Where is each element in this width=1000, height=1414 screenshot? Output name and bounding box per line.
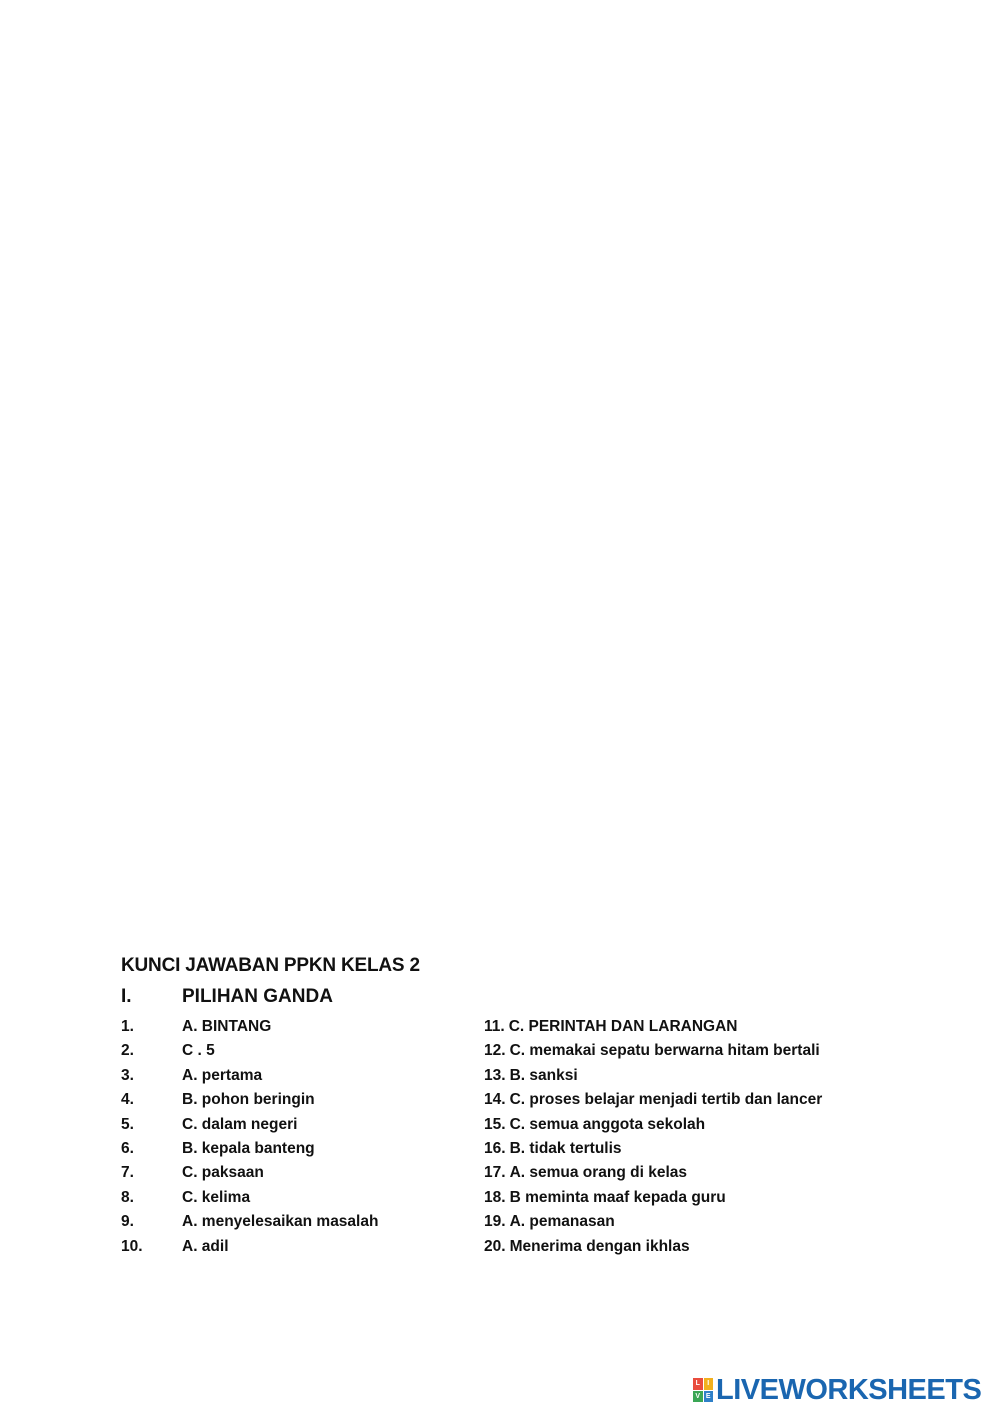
answer-row xyxy=(484,1235,822,1259)
answer-row xyxy=(121,1064,378,1088)
answer-number: 13. xyxy=(484,1066,506,1084)
answer-number: 17. xyxy=(484,1164,506,1182)
answer-row xyxy=(121,1161,378,1185)
logo-icon-letter: L xyxy=(693,1378,703,1390)
answer-number: 3. xyxy=(121,1066,134,1084)
answer-text: C. paksaan xyxy=(182,1164,264,1182)
answer-text: A. semua orang di kelas xyxy=(509,1164,688,1182)
logo-text: LIVEWORKSHEETS xyxy=(716,1373,982,1406)
answer-text: C . 5 xyxy=(182,1042,215,1060)
logo-icon-letter: I xyxy=(704,1378,714,1390)
answer-text: B. kepala banteng xyxy=(182,1139,315,1157)
answer-text: A. adil xyxy=(182,1237,229,1255)
answer-text: B. sanksi xyxy=(509,1066,578,1084)
section-title: PILIHAN GANDA xyxy=(182,986,333,1007)
answer-text: C. semua anggota sekolah xyxy=(509,1115,706,1133)
answer-row xyxy=(121,1088,378,1112)
answer-text: Menerima dengan ikhlas xyxy=(509,1237,690,1255)
answer-row xyxy=(121,1015,378,1039)
answer-number: 16. xyxy=(484,1139,506,1157)
answer-row xyxy=(121,1039,378,1063)
answers-column-right xyxy=(484,1015,822,1259)
answer-text: C. PERINTAH DAN LARANGAN xyxy=(508,1018,738,1035)
liveworksheets-logo-icon xyxy=(693,1378,713,1402)
answer-number: 14. xyxy=(484,1091,506,1109)
answer-row xyxy=(484,1161,822,1185)
answer-row xyxy=(121,1210,378,1234)
answer-number: 20. xyxy=(484,1237,506,1255)
answer-number: 7. xyxy=(121,1164,134,1182)
answer-row xyxy=(484,1088,822,1112)
answer-number: 4. xyxy=(121,1091,134,1109)
answer-number: 18. xyxy=(484,1188,506,1206)
answer-text: C. memakai sepatu berwarna hitam bertali xyxy=(509,1042,820,1060)
answer-number: 1. xyxy=(121,1018,134,1035)
logo-icon-letter: V xyxy=(693,1391,703,1403)
answer-row xyxy=(121,1235,378,1259)
answer-number: 9. xyxy=(121,1213,134,1231)
answer-number: 12. xyxy=(484,1042,506,1060)
answer-number: 6. xyxy=(121,1139,134,1157)
answer-text: C. kelima xyxy=(182,1188,251,1206)
answers-column-left xyxy=(121,1015,378,1259)
answer-number: 11. xyxy=(484,1018,505,1035)
document-title: KUNCI JAWABAN PPKN KELAS 2 xyxy=(121,955,420,976)
answer-number: 8. xyxy=(121,1188,134,1206)
answer-number: 5. xyxy=(121,1115,134,1133)
answer-number: 15. xyxy=(484,1115,506,1133)
answer-row xyxy=(121,1113,378,1137)
liveworksheets-logo xyxy=(693,1373,981,1407)
answer-text: C. dalam negeri xyxy=(182,1115,298,1133)
answer-text: A. pertama xyxy=(182,1066,263,1084)
answer-text: A. BINTANG xyxy=(182,1018,272,1035)
answer-number: 2. xyxy=(121,1042,134,1060)
section-heading xyxy=(121,986,333,1008)
answer-row xyxy=(484,1210,822,1234)
answer-text: A. menyelesaikan masalah xyxy=(182,1213,379,1231)
answer-text: B. tidak tertulis xyxy=(509,1139,622,1157)
answer-text: A. pemanasan xyxy=(509,1213,615,1231)
answer-row xyxy=(121,1137,378,1161)
answer-text: B. pohon beringin xyxy=(182,1091,315,1109)
answer-row xyxy=(484,1137,822,1161)
answer-row xyxy=(484,1039,822,1063)
answer-row xyxy=(484,1064,822,1088)
answer-row xyxy=(484,1113,822,1137)
answer-text: C. proses belajar menjadi tertib dan lancer xyxy=(509,1091,823,1109)
answer-row xyxy=(484,1015,822,1039)
answer-row xyxy=(121,1186,378,1210)
answer-text: B meminta maaf kepada guru xyxy=(509,1188,726,1206)
answer-number: 10. xyxy=(121,1237,143,1255)
section-number: I. xyxy=(121,986,132,1007)
answer-row xyxy=(484,1186,822,1210)
answer-number: 19. xyxy=(484,1213,506,1231)
logo-icon-letter: E xyxy=(704,1391,714,1403)
